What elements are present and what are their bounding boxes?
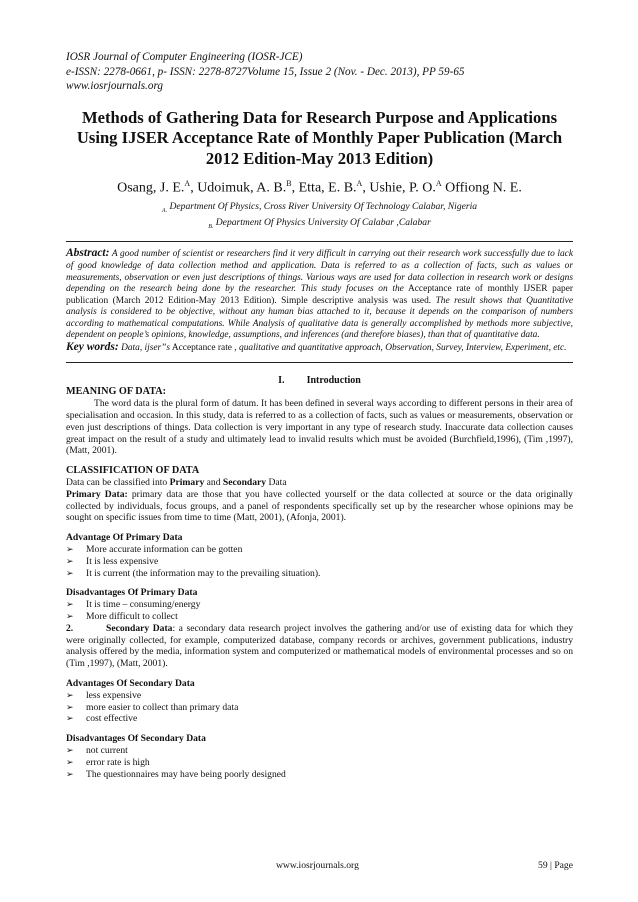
keywords-text: qualitative and quantitative approach, Observation, Survey, Interview, Experiment, etc. [236,342,567,353]
text: Data can be classified into [66,476,170,488]
list-item [66,556,573,568]
author-name: Osang, J. E. [117,180,185,196]
body-text [66,386,573,780]
primary-text: primary data are those that you have collected yourself or the data collected at source or the data originally collected by individuals, focus groups, and a panel of respondents specifically set up by the researcher whose opinions may be sought on specific issues from time to time (Matt, 2001), (Afonja, 2001). [66,488,573,524]
arrow-bullet-icon: ➢ [66,768,74,779]
list-item [66,769,573,781]
arrow-bullet-icon: ➢ [66,555,74,566]
list-item-text: more easier to collect than primary data [86,701,239,713]
secondary-label: Secondary Data [106,622,173,634]
abstract-label: Abstract: [66,247,110,260]
meaning-heading: MEANING OF DATA: [66,386,166,398]
adv-primary-heading: Advantage Of Primary Data [66,532,183,544]
affil-mark: B. [208,223,214,230]
list-item-text: More accurate information can be gotten [86,543,243,555]
arrow-bullet-icon: ➢ [66,567,74,578]
list-item-text: not current [86,744,128,756]
list-item-text: It is less expensive [86,555,159,567]
affil-text: Department Of Physics, Cross River University Of Technology Calabar, Nigeria [167,200,478,212]
author-name: , Udoimuk, A. B. [190,180,287,196]
author-name: Offiong N. E. [441,180,522,196]
disadv-secondary-list [66,745,573,780]
disadv-secondary-heading: Disadvantages Of Secondary Data [66,733,206,745]
list-item [66,690,573,702]
footer-website: www.iosrjournals.org [276,860,359,871]
list-item [66,702,573,714]
affiliations [66,201,573,234]
secondary-data-paragraph [66,623,573,670]
list-item [66,757,573,769]
text: and [204,476,223,488]
keywords-text: Data, ijser”s [118,342,171,353]
list-item [66,713,573,725]
abstract-text: Acceptance rate of monthly IJSER paper publication (March 2012 Edition-May 2013 Edition). Simple descriptive analysis was used. [66,284,573,306]
page [66,50,573,780]
author-affil-mark: A [184,179,191,188]
adv-secondary-heading: Advantages Of Secondary Data [66,677,195,689]
list-item-text: error rate is high [86,756,150,768]
arrow-bullet-icon: ➢ [66,713,74,724]
list-item-text: The questionnaires may have being poorly designed [86,768,286,780]
arrow-bullet-icon: ➢ [66,599,74,610]
arrow-bullet-icon: ➢ [66,756,74,767]
divider [66,362,573,363]
author-affil-mark: A [435,179,442,188]
meaning-paragraph: The word data is the plural form of datum. It has been defined in several ways according to different persons in their area of specialisation and occasion. In this study, data is referred to as a collection of facts, such as values or measurements, observation or even just descriptions of things. Data collection is very important in any type of research study. Inaccurate data collection causes great impact on the result of a study and ultimately lead to invalid results which must be avoided (Burchfield,1996), (Tim ,1997), (Matt, 2001). [66,398,573,457]
item-number: 2. [66,622,74,634]
keywords-label: Key words: [66,340,119,353]
list-item [66,568,573,580]
adv-secondary-list [66,690,573,725]
author-name: , Etta, E. B. [291,180,357,196]
page-number: 59 | Page [538,860,573,871]
arrow-bullet-icon: ➢ [66,543,74,554]
affiliation-a [66,201,573,217]
paper-title: Methods of Gathering Data for Research Purpose and Applications Using IJSER Acceptance Rate of Monthly Paper Publication (March 2012 Edition-May 2013 Edition) [76,107,563,168]
affiliation-b [66,217,573,233]
abstract-text: The result shows that Quantitative analysis is considered to be objective, without any human bias attached to it, because it depends on the comparison of numbers according to mathematical computations. While Analysis of qualitative data is generally accomplished by methods more subjective, dependent on people’s opinions, knowledge, assumptions, and inferences (and therefore biases), than that of quantitative data. [66,295,573,341]
arrow-bullet-icon: ➢ [66,701,74,712]
list-item [66,745,573,757]
author-affil-mark: A [356,179,363,188]
list-item-text: It is time – consuming/energy [86,599,201,611]
author-name: , Ushie, P. O. [362,180,436,196]
author-list [66,179,573,197]
arrow-bullet-icon: ➢ [66,610,74,621]
primary-data-paragraph [66,489,573,524]
arrow-bullet-icon: ➢ [66,744,74,755]
disadv-primary-heading: Disadvantages Of Primary Data [66,587,198,599]
term-secondary: Secondary [222,476,267,488]
list-item [66,599,573,611]
disadv-primary-list [66,599,573,623]
journal-website: www.iosrjournals.org [66,80,163,92]
section-number: I. [278,375,285,387]
list-item [66,611,573,623]
list-item-text: More difficult to collect [86,610,178,622]
journal-issn: e-ISSN: 2278-0661, p- ISSN: 2278-8727Volume 15, Issue 2 (Nov. - Dec. 2013), PP 59-65 [66,65,465,78]
list-item-text: less expensive [86,689,142,701]
classification-intro [66,477,573,489]
classification-heading: CLASSIFICATION OF DATA [66,465,200,477]
keywords-text: Acceptance rate , [170,342,237,353]
journal-header [66,50,573,94]
list-item-text: cost effective [86,713,138,725]
divider [66,241,573,242]
affil-mark: A. [161,207,168,214]
primary-label: Primary Data: [66,488,128,500]
abstract-text: A good number of scientist or researchers find it very difficult in carrying out their research work successfully due to lack of good knowledge of data collection method and application. Data is referred to as a collection of facts, such as values or measurements, observation or even just descriptions of things. Various ways are used for data collection in research work or designs depending on the research being done by the researcher. This study focuses on the [66,249,573,295]
text: Data [266,476,287,488]
journal-name: IOSR Journal of Computer Engineering (IOSR-JCE) [66,51,303,63]
arrow-bullet-icon: ➢ [66,689,74,700]
author-affil-mark: B [286,179,292,188]
list-item-text: It is current (the information may to the prevailing situation). [86,567,321,579]
list-item [66,544,573,556]
adv-primary-list [66,544,573,579]
term-primary: Primary [169,476,205,488]
section-heading [66,375,573,386]
section-title: Introduction [306,375,361,387]
abstract [66,248,573,354]
secondary-text: : a secondary data research project involves the gathering and/or use of existing data for which they were originally collected, for example, computerized database, company records or archives, government publications, industry analysis offered by the media, information system and computerized or mathematical models of environmental processes and so on (Tim ,1997), (Matt, 2001). [66,622,573,670]
affil-text: Department Of Physics University Of Calabar ,Calabar [213,217,431,229]
